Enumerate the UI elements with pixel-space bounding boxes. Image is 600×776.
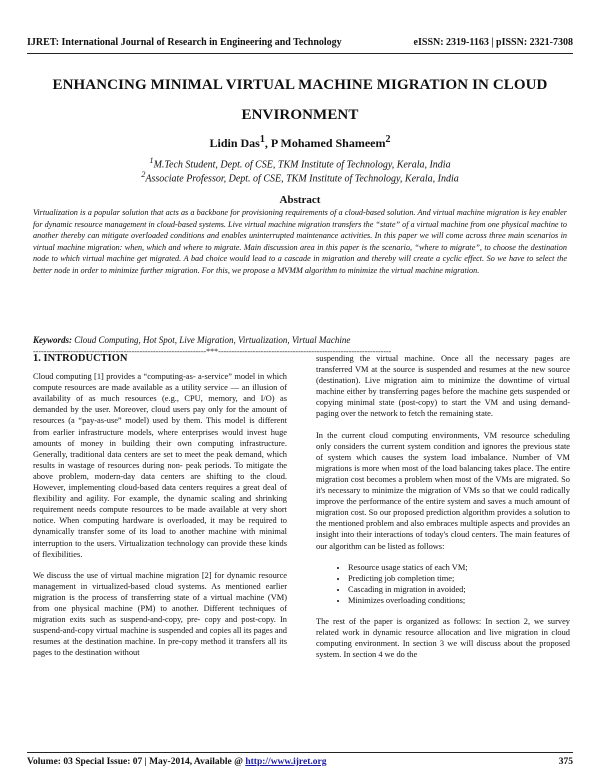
footer-rule [27, 752, 573, 753]
affiliation-2-text: Associate Professor, Dept. of CSE, TKM Institute of Technology, Kerala, India [145, 173, 459, 185]
affiliation-1 [0, 156, 600, 170]
author-2: P Mohamed Shameem [270, 136, 386, 150]
author-1: Lidin Das [209, 136, 260, 150]
issn-info: eISSN: 2319-1163 | pISSN: 2321-7308 [413, 37, 573, 48]
journal-name: IJRET: International Journal of Research in Engineering and Technology [27, 37, 342, 48]
list-item: • Predicting job completion time; [348, 573, 570, 584]
intro-paragraph-1: Cloud computing [1] provides a “computing-as- a-service” model in which compute resources are made available as a utility service — an illusion of availability of as much resources (e.g., CPU, memory, and I/O) as demanded by the user. Moreover, cloud users pay only for the amount of resources (a “pay-as-use” model) used by them. This model is different from earlier infrastructure models, where enterprises would invest huge amounts of money in building their own computing infrastructure. Generally, traditional data centers are set to meet the peak demand, which results in wastage of resources during non- peak periods. To mitigate the above problem, modern-day data centers are shifting to the cloud. However, implementing cloud-based data centers requires a great deal of flexibility and agility. For example, the dynamic scaling and shrinking requirement needs compute resources to be made available at very short notice. When computing hardware is overloaded, it may be required to dynamically transfer some of its load to another machine with minimal interruption to the users. Virtualization technology can provide these kinds of flexibilities. [33, 372, 287, 559]
author-2-sup: 2 [385, 134, 391, 145]
intro-paragraph-5: The rest of the paper is organized as follows: In section 2, we survey related work in dynamic resource allocation and live migration in cloud computing environment. In section 3 we will discuss about the proposed system. In section 4 we do the [316, 616, 570, 660]
journal-url-link[interactable]: http://www.ijret.org [245, 757, 327, 767]
header-rule [27, 53, 573, 54]
left-column [33, 353, 287, 668]
list-item: • Cascading in migration in avoided; [348, 584, 570, 595]
affiliation-2-sup: 2 [141, 170, 146, 179]
keywords [33, 335, 567, 345]
intro-paragraph-4: In the current cloud computing environments, VM resource scheduling only considers the current system condition and ignores the previous state of system which causes the system load imbalance. Number of VM migrations is more when most of the load balancing takes place. The entire migration cost becomes a problem when most of the VMs are migrated. So it's necessary to minimize the migration of VMs so that we could radically improve the performance of the entire system and saves a much amount of migration cost. So our proposed prediction algorithm provides a solution to the mentioned problem and also embraces multiple aspects and provides an insight into their interactions of today's cloud centers. The main features of our algorithm can be listed as follows: [316, 430, 570, 551]
author-line [0, 134, 600, 151]
paper-title: ENHANCING MINIMAL VIRTUAL MACHINE MIGRATION IN CLOUD ENVIRONMENT [52, 77, 548, 123]
intro-paragraph-3: suspending the virtual machine. Once all the necessary pages are transferred VM at the source is suspended and resumes at the new source (destination). Live migration aim to minimize the downtime of virtual machine either by transferring pages before the machine gets suspended or copying minimal state (post-copy) to start the VM and using demand-paging over the network to fetch the remaining state. [316, 354, 570, 419]
running-header [27, 37, 573, 51]
keywords-label: Keywords: [33, 335, 72, 345]
right-column [316, 353, 570, 670]
abstract-heading: Abstract [279, 194, 321, 206]
affiliation-2 [0, 170, 600, 184]
affiliation-1-sup: 1 [149, 156, 154, 165]
page-number: 375 [558, 757, 573, 767]
keywords-text: Cloud Computing, Hot Spot, Live Migration, Virtualization, Virtual Machine [72, 335, 351, 345]
feature-list [316, 562, 570, 606]
footer-volume: Volume: 03 Special Issue: 07 | May-2014, Available @ [27, 757, 246, 767]
author-separator: , [264, 136, 271, 150]
intro-paragraph-2: We discuss the use of virtual machine migration [2] for dynamic resource management in virtualized-based cloud systems. As mentioned earlier migration is the process of transferring state of a virtual machine (VM) from one physical machine (PM) to another. Different techniques of migration exits such as suspend-and-copy, pre- copy and post-copy. In suspend-and-copy virtual machine is suspended and copies all its pages and resumes at the destination machine. In pre-copy method it transfers all its pages to the destination without [33, 570, 287, 658]
list-item: • Minimizes overloading conditions; [348, 595, 570, 606]
footer-volume-info [27, 757, 326, 767]
section-separator: -----------------------------------------------------------------***----------------------------------------------------------------- [33, 347, 392, 356]
affiliation-1-text: M.Tech Student, Dept. of CSE, TKM Institute of Technology, Kerala, India [153, 159, 451, 171]
abstract-text: Virtualization is a popular solution that acts as a backbone for provisioning requirements of a cloud-based solution. And virtual machine migration is key enabler for dynamic resource management in cloud-based systems. Live virtual machine migration transfers the “state” of a virtual machine from one physical machine to another thereby can mitigate overloaded conditions and enables uninterrupted maintenance activities. In this paper we will come across three main scenarios in virtual machine migration: when, which and where to migrate. Main discussion area in this paper is the scenario, “where to migrate”, to choose the destination node to which virtual machine get migrated. A bad choice would lead to a cascade in migration and thereby will create a cyclic effect. So we have to select the better node in order to minimize further migration. For this, we propose a MVMM algorithm to minimize the virtual machine migration. [33, 208, 567, 275]
author-1-sup: 1 [259, 134, 265, 145]
list-item: • Resource usage statics of each VM; [348, 562, 570, 573]
section-heading-introduction: 1. INTRODUCTION [33, 353, 128, 364]
